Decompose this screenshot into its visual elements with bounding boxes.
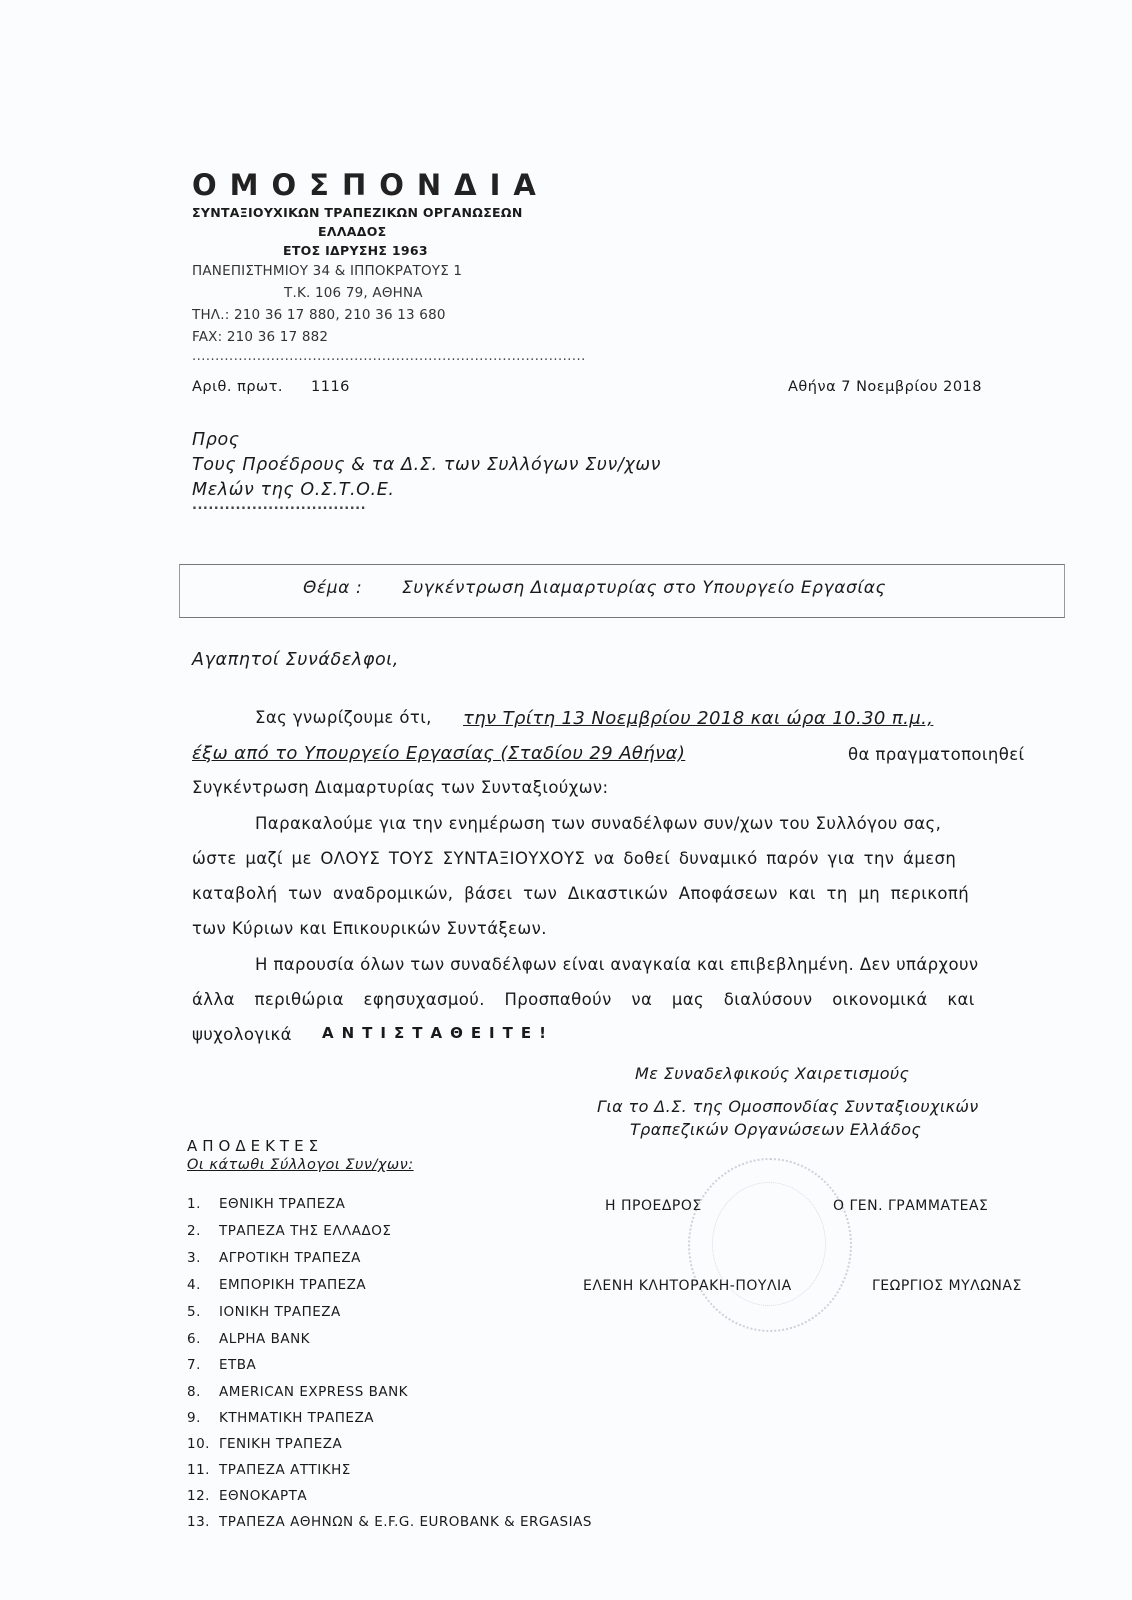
list-item: 11. ΤΡΑΠΕΖΑ ΑΤΤΙΚΗΣ: [187, 1462, 351, 1478]
paragraph-3-line-3: ψυχολογικά: [192, 1025, 292, 1044]
protocol-number: 1116: [311, 379, 350, 395]
list-item: 8. AMERICAN EXPRESS BANK: [187, 1384, 409, 1400]
paragraph-3-line-1: Η παρουσία όλων των συναδέλφων είναι αναγκαία και επιβεβλημένη. Δεν υπάρχουν: [255, 955, 979, 974]
closing-for-line-2: Τραπεζικών Οργανώσεων Ελλάδος: [630, 1120, 922, 1139]
paragraph-2-line-1: Παρακαλούμε για την ενημέρωση των συναδέλφων συν/χων του Συλλόγου σας,: [255, 814, 942, 833]
recipient-line-2: Μελών της Ο.Σ.Τ.Ο.Ε.: [192, 480, 395, 500]
secretary-title: Ο ΓΕΝ. ΓΡΑΜΜΑΤΕΑΣ: [833, 1198, 989, 1214]
closing-for-line-1: Για το Δ.Σ. της Ομοσπονδίας Συνταξιουχικών: [597, 1097, 979, 1116]
list-item: 2. ΤΡΑΠΕΖΑ ΤΗΣ ΕΛΛΑΔΟΣ: [187, 1223, 392, 1239]
letter-date: Αθήνα 7 Νοεμβρίου 2018: [788, 379, 982, 395]
event-location: έξω από το Υπουργείο Εργασίας (Σταδίου 29 Αθήνα): [192, 743, 686, 764]
recipient-dots: ................................: [192, 498, 367, 513]
list-item: 12. ΕΘΝΟΚΑΡΤΑ: [187, 1488, 308, 1504]
recipient-line-1: Τους Προέδρους & τα Δ.Σ. των Συλλόγων Συν/χων: [192, 455, 661, 475]
president-title: Η ΠΡΟΕΔΡΟΣ: [605, 1198, 702, 1214]
paragraph-1-end: Συγκέντρωση Διαμαρτυρίας των Συνταξιούχων:: [192, 778, 609, 797]
closing-greeting: Με Συναδελφικούς Χαιρετισμούς: [635, 1064, 910, 1083]
list-item: 10. ΓΕΝΙΚΗ ΤΡΑΠΕΖΑ: [187, 1436, 343, 1452]
president-name: ΕΛΕΝΗ ΚΛΗΤΟΡΑΚΗ-ΠΟΥΛΙΑ: [583, 1278, 792, 1294]
phone-numbers: ΤΗΛ.: 210 36 17 880, 210 36 13 680: [192, 307, 446, 323]
secretary-name: ΓΕΩΡΓΙΟΣ ΜΥΛΩΝΑΣ: [872, 1278, 1022, 1294]
call-to-action: ΑΝΤΙΣΤΑΘΕΙΤΕ!: [322, 1024, 554, 1042]
subject-text: Συγκέντρωση Διαμαρτυρίας στο Υπουργείο Εργασίας: [402, 578, 887, 598]
recipients-title: ΑΠΟΔΕΚΤΕΣ: [187, 1137, 324, 1155]
recipients-subtitle: Οι κάτωθι Σύλλογοι Συν/χων:: [187, 1157, 414, 1173]
paragraph-2-line-3: καταβολή των αναδρομικών, βάσει των Δικαστικών Αποφάσεων και τη μη περικοπή: [192, 884, 970, 903]
event-date-time: την Τρίτη 13 Νοεμβρίου 2018 και ώρα 10.30 π.μ.,: [463, 708, 934, 729]
list-item: 4. ΕΜΠΟΡΙΚΗ ΤΡΑΠΕΖΑ: [187, 1277, 367, 1293]
organization-subtitle: ΣΥΝΤΑΞΙΟΥΧΙΚΩΝ ΤΡΑΠΕΖΙΚΩΝ ΟΡΓΑΝΩΣΕΩΝ: [192, 205, 523, 220]
paragraph-3-line-2: άλλα περιθώρια εφησυχασμού. Προσπαθούν να μας διαλύσουν οικονομικά και: [192, 990, 975, 1009]
paragraph-1-verb: θα πραγματοποιηθεί: [848, 745, 1025, 764]
paragraph-2-line-2: ώστε μαζί με ΟΛΟΥΣ ΤΟΥΣ ΣΥΝΤΑΞΙΟΥΧΟΥΣ να δοθεί δυναμικό παρόν για την άμεση: [192, 849, 957, 868]
organization-title: ΟΜΟΣΠΟΝΔΙΑ: [192, 168, 549, 202]
organization-country: ΕΛΛΑΔΟΣ: [318, 224, 387, 239]
list-item: 9. ΚΤΗΜΑΤΙΚΗ ΤΡΑΠΕΖΑ: [187, 1410, 374, 1426]
subject-label: Θέμα :: [303, 578, 363, 598]
address-street: ΠΑΝΕΠΙΣΤΗΜΙΟΥ 34 & ΙΠΠΟΚΡΑΤΟΥΣ 1: [192, 263, 463, 279]
paragraph-1-intro: Σας γνωρίζουμε ότι,: [255, 708, 432, 727]
header-separator: .....................................................................................: [192, 349, 586, 364]
list-item: 5. ΙΟΝΙΚΗ ΤΡΑΠΕΖΑ: [187, 1304, 341, 1320]
protocol-label: Αριθ. πρωτ.: [192, 379, 284, 395]
paragraph-2-line-4: των Κύριων και Επικουρικών Συντάξεων.: [192, 919, 547, 938]
list-item: 6. ALPHA BANK: [187, 1331, 311, 1347]
greeting: Αγαπητοί Συνάδελφοι,: [192, 650, 399, 670]
to-label: Προς: [192, 430, 240, 450]
list-item: 3. ΑΓΡΟΤΙΚΗ ΤΡΑΠΕΖΑ: [187, 1250, 361, 1266]
list-item: 13. ΤΡΑΠΕΖΑ ΑΘΗΝΩΝ & E.F.G. EUROBANK & ERGASIAS: [187, 1514, 592, 1530]
address-city: Τ.Κ. 106 79, ΑΘΗΝΑ: [284, 285, 423, 301]
fax-number: FAX: 210 36 17 882: [192, 329, 329, 345]
list-item: 1. ΕΘΝΙΚΗ ΤΡΑΠΕΖΑ: [187, 1196, 346, 1212]
list-item: 7. ΕΤΒΑ: [187, 1357, 257, 1373]
founding-year: ΕΤΟΣ ΙΔΡΥΣΗΣ 1963: [283, 243, 428, 258]
